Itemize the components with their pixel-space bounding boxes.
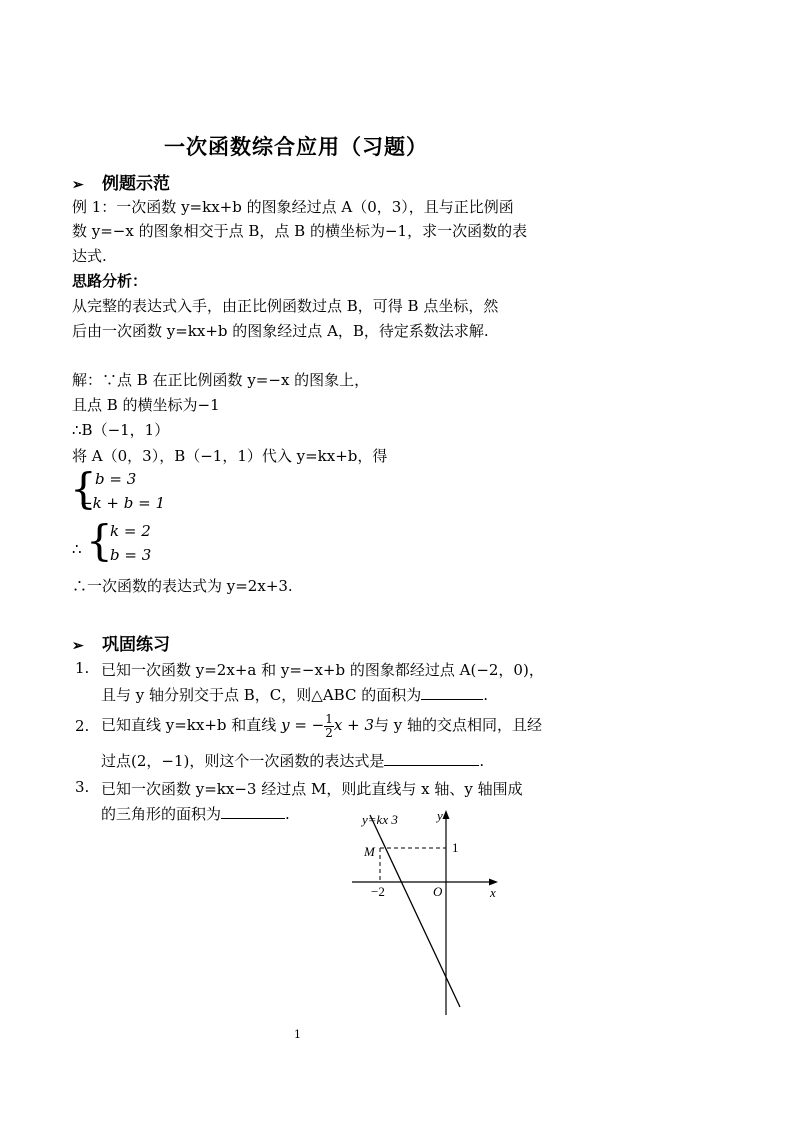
- section-practice-label: 巩固练习: [102, 635, 170, 655]
- analysis-heading: 思路分析：: [72, 272, 148, 290]
- analysis-line-1: 从完整的表达式入手，由正比例函数过点 B，可得 B 点坐标，然: [72, 297, 499, 315]
- fraction-denominator: 2: [325, 725, 333, 740]
- solution-line-2: 且点 B 的横坐标为−1: [72, 396, 220, 414]
- origin-label: O: [433, 884, 443, 899]
- answer-blank-3[interactable]: [221, 804, 285, 819]
- y-axis-arrow-icon: [443, 810, 450, 819]
- page-title: 一次函数综合应用（习题）: [164, 134, 428, 159]
- section-practice: [72, 630, 170, 655]
- exercise-2-text-c: 过点(2，−1)，则这个一次函数的表达式是: [101, 752, 385, 770]
- exercise-1-text: 且与 y 轴分别交于点 B，C，则△ABC 的面积为: [101, 686, 422, 704]
- point-m-label: M: [364, 844, 375, 859]
- exercise-3-line-2: [101, 803, 290, 824]
- section-example: [72, 169, 170, 194]
- solution-line-4: 将 A（0，3），B（−1，1）代入 y=kx+b，得: [72, 447, 388, 465]
- coordinate-figure: [340, 800, 510, 1025]
- arrow-bullet-icon: ➢: [72, 638, 84, 654]
- system-brace-2: {: [86, 516, 113, 565]
- analysis-line-2: 后由一次函数 y=kx+b 的图象经过点 A，B，待定系数法求解.: [72, 322, 489, 340]
- example-line-1: 例 1：一次函数 y=kx+b 的图象经过点 A（0，3），且与正比例函: [72, 198, 514, 216]
- fraction-one-half: [324, 713, 334, 740]
- answer-blank-1[interactable]: [421, 685, 483, 700]
- system-brace-1: {: [70, 464, 97, 513]
- exercise-3-number: 3.: [75, 778, 90, 796]
- fraction-numerator: 1: [325, 711, 333, 726]
- therefore-symbol: ∴: [72, 540, 82, 558]
- exercise-2-expr-rest: x + 3: [333, 716, 374, 734]
- exercise-2-expr-y: y = −: [281, 716, 325, 734]
- exercise-2-end: .: [479, 752, 485, 770]
- y-axis-label: y: [437, 808, 443, 823]
- section-example-label: 例题示范: [102, 174, 170, 194]
- x-axis-label: x: [490, 885, 496, 900]
- arrow-bullet-icon: ➢: [72, 177, 84, 193]
- exercise-2-number: 2.: [75, 717, 90, 735]
- tick-label-1: 1: [452, 840, 459, 855]
- exercise-1-end: .: [483, 686, 488, 704]
- line-label: y=kx 3: [362, 812, 398, 827]
- solution-line-1: 解：∵点 B 在正比例函数 y=−x 的图象上，: [72, 371, 370, 389]
- example-line-2: 数 y=−x 的图象相交于点 B，点 B 的横坐标为−1，求一次函数的表: [72, 222, 528, 240]
- exercise-2-text-b: 与 y 轴的交点相同，且经: [374, 716, 543, 734]
- system1-eq1: b = 3: [95, 470, 137, 488]
- page-number: 1: [294, 1028, 301, 1041]
- exercise-3-text: 的三角形的面积为: [101, 805, 222, 823]
- exercise-1-number: 1.: [75, 659, 90, 677]
- system1-eq2: −k + b = 1: [80, 494, 166, 512]
- system2-eq1: k = 2: [110, 522, 151, 540]
- solution-conclusion: ∴一次函数的表达式为 y=2x+3.: [72, 577, 293, 595]
- system2-eq2: b = 3: [110, 546, 152, 564]
- answer-blank-2[interactable]: [384, 751, 479, 766]
- solution-line-3: ∴B（−1，1）: [72, 421, 170, 439]
- exercise-1-line-2: [101, 684, 488, 705]
- exercise-1-line-1: 已知一次函数 y=2x+a 和 y=−x+b 的图象都经过点 A(−2，0)，: [101, 661, 544, 679]
- exercise-2-line-1: [101, 710, 542, 740]
- example-line-3: 达式.: [72, 247, 107, 265]
- exercise-3-end: .: [285, 805, 290, 823]
- tick-label-neg2: −2: [371, 884, 385, 899]
- exercise-3-line-1: 已知一次函数 y=kx−3 经过点 M，则此直线与 x 轴、y 轴围成: [101, 780, 523, 798]
- exercise-2-line-2: [101, 750, 484, 771]
- exercise-2-text-a: 已知直线 y=kx+b 和直线: [101, 716, 277, 734]
